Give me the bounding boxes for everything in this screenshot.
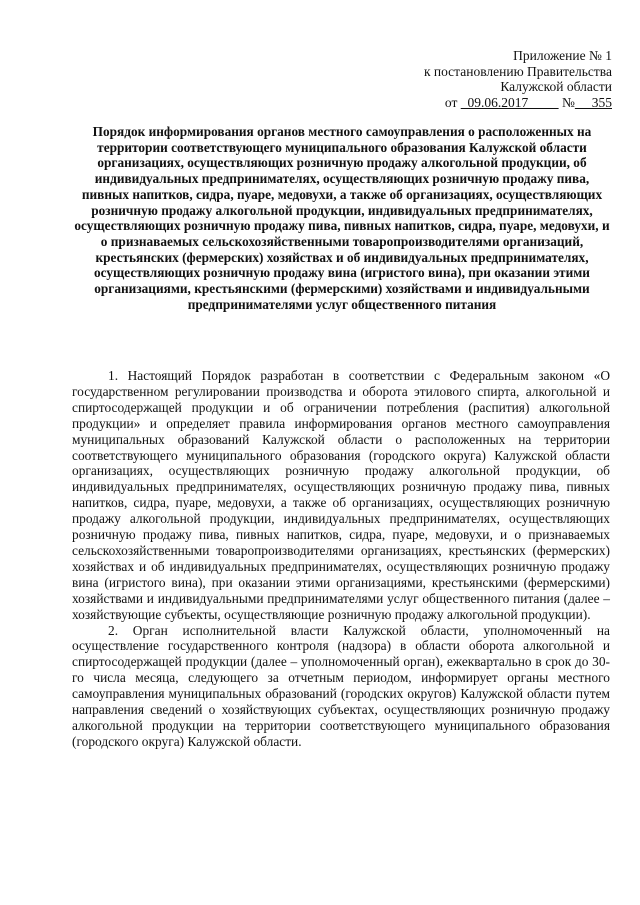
document-body [72,368,610,750]
annex-resolution-line: к постановлению Правительства [423,63,612,79]
resolution-date: 09.06.2017 [460,94,559,110]
date-prefix: от [444,94,461,110]
annex-date-line [372,95,612,111]
resolution-number: 355 [574,94,612,110]
paragraph-2: 2. Орган исполнительной власти Калужской области, уполномоченный на осуществление государственного контроля (надзора) в области оборота алкогольной и спиртосодержащей продукции (далее – уполномоченный орган), ежеквартально в срок до 30-го числа месяца, следующего за отчетным периодом, информирует органы местного самоуправления муниципальных образований (городских округов) Калужской области путем направления сведений о хозяйствующих субъектах, осуществляющих розничную продажу алкогольной продукции на территории соответствующего муниципального образования (городского округа) Калужской области. [72,622,610,749]
number-prefix: № [561,94,575,110]
annex-label: Приложение № 1 [513,48,612,63]
annex-region-line: Калужской области [500,79,612,94]
annex-header [372,48,612,110]
paragraph-1: 1. Настоящий Порядок разработан в соответствии с Федеральным законом «О государственном регулировании производства и оборота этилового спирта, алкогольной и спиртосодержащей продукции и об ограничении потребления (распития) алкогольной продукции» и определяет правила информирования органов местного самоуправления муниципальных образований Калужской области о расположенных на территории соответствующего муниципального образования (городского округа) Калужской области организациях, осуществляющих розничную продажу алкогольной продукции, об индивидуальных предпринимателях, осуществляющих розничную продажу пива, пивных напитков, сидра, пуаре, медовухи, а также об организациях, осуществляющих розничную продажу алкогольной продукции, индивидуальных предпринимателях, осуществляющих розничную продажу пива, пивных напитков, сидра, пуаре, медовухи, и о признаваемых сельскохозяйственными товаропроизводителями организациях, крестьянских (фермерских) хозяйствах и об индивидуальных предпринимателях, осуществляющих розничную продажу вина (игристого вина), при оказании этими организациями, крестьянскими (фермерскими) хозяйствами и индивидуальными предпринимателями услуг общественного питания (далее – хозяйствующие субъекты, осуществляющие розничную продажу алкогольной продукции). [72,368,610,622]
document-title: Порядок информирования органов местного самоуправления о расположенных на территории соответствующего муниципального образования Калужской области организациях, осуществляющих розничную продажу алкогольной продукции, об индивидуальных предпринимателях, осуществляющих розничную продажу пива, пивных напитков, сидра, пуаре, медовухи, а также об организациях, осуществляющих розничную продажу алкогольной продукции, индивидуальных предпринимателях, осуществляющих розничную продажу пива, пивных напитков, сидра, пуаре, медовухи, и о признаваемых сельскохозяйственными товаропроизводителями организаций, крестьянских (фермерских) хозяйствах и об индивидуальных предпринимателях, осуществляющих розничную продажу вина (игристого вина), при оказании этими организациями, крестьянскими (фермерскими) хозяйствами и индивидуальными предпринимателями услуг общественного питания [74,124,610,312]
